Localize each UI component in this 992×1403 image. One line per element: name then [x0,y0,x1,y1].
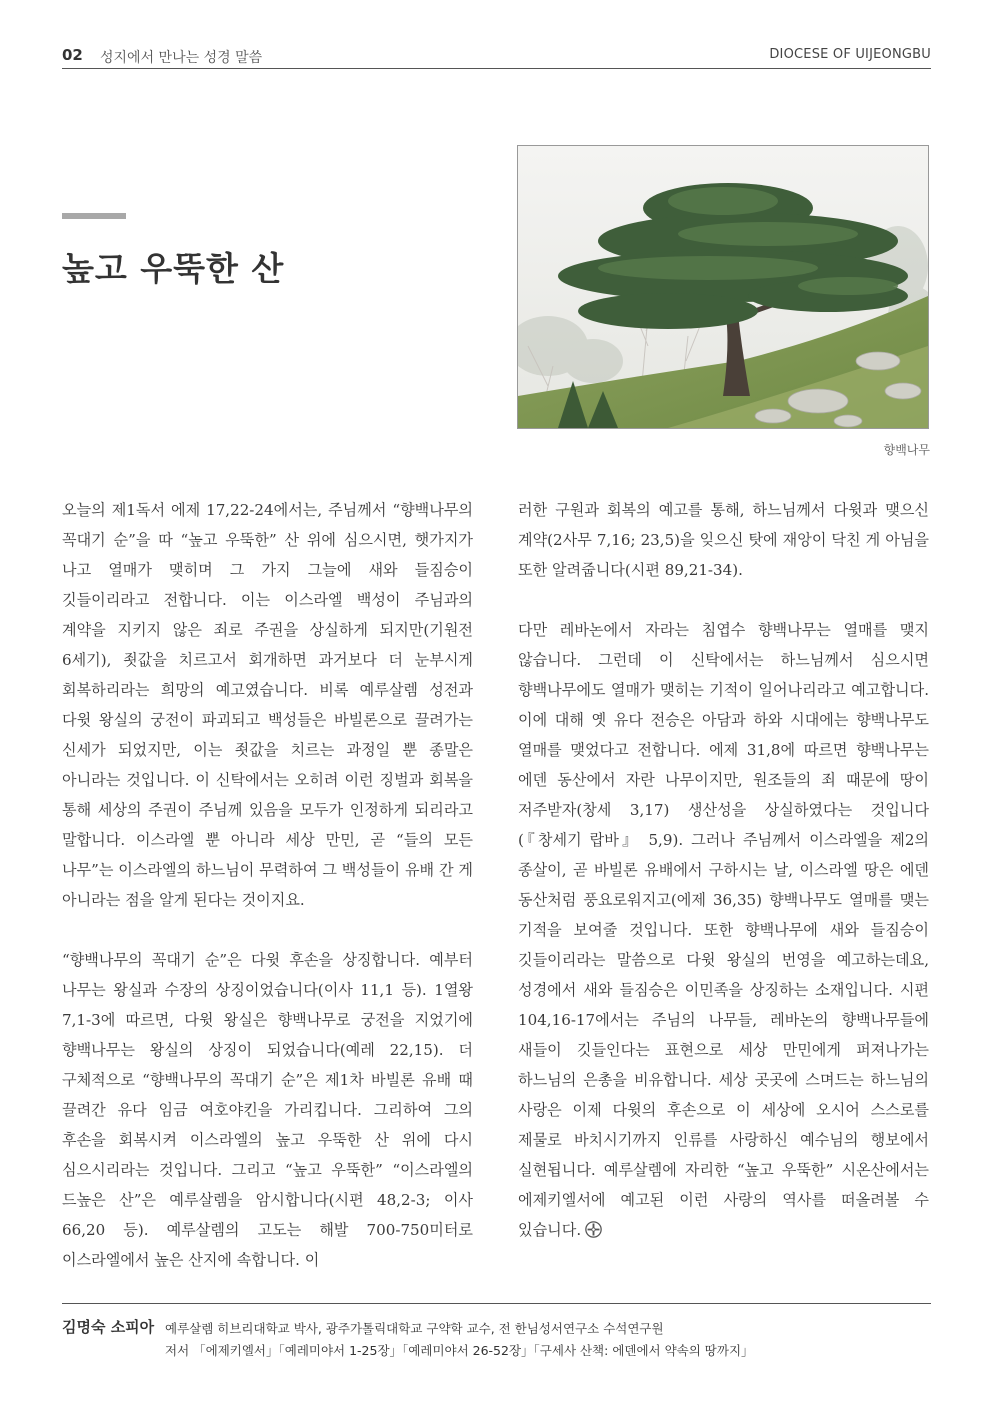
publisher-name: DIOCESE OF UIJEONGBU [769,47,931,62]
author-bio [165,1318,754,1362]
article-title: 높고 우뚝한 산 [62,249,285,288]
page-number: 02 [62,46,83,64]
author-books-line: 저서 「에제키엘서」「예레미야서 1-25장」「예레미야서 26-52장」「구세사 산책: 에덴에서 약속의 땅까지」 [165,1343,754,1358]
title-accent-bar [62,213,126,219]
photo-caption: 향백나무 [883,443,930,457]
body-paragraph [518,615,929,1245]
right-column [518,495,929,1245]
series-title: 성지에서 만나는 성경 말씀 [100,50,263,66]
body-paragraph: “향백나무의 꼭대기 순”은 다윗 후손을 상징합니다. 예부터 나무는 왕실과 수장의 상징이었습니다(이사 11,1 등). 1열왕 7,1-3에 따르면, 다윗 왕실은 향백나무로 궁전을 지었기에 향백나무는 왕실의 상징이 되었습니다(예레 22,15). 더 구체적으로 “향백나무의 꼭대기 순”은 제1차 바빌론 유배 때 끌려간 유다 임금 여호야킨을 가리킵니다. 그리하여 그의 후손을 회복시켜 이스라엘의 높고 우뚝한 산 위에 다시 심으시리라는 것입니다. 그리고 “높고 우뚝한” “이스라엘의 드높은 산”은 예루살렘을 암시합니다(시편 48,2-3; 이사 66,20 등). 예루살렘의 고도는 해발 700-750미터로 이스라엘에서 높은 산지에 속합니다. 이 [62,951,473,1269]
footer-divider [62,1303,931,1304]
body-paragraph-text: 다만 레바논에서 자라는 침엽수 향백나무는 열매를 맺지 않습니다. 그런데 이 신탁에서는 하느님께서 심으시면 향백나무에도 열매가 맺히는 기적이 일어나리라고 예고합니다. 이에 대해 옛 유다 전승은 아담과 하와 시대에는 향백나무도 열매를 맺었다고 전합니다. 에제 31,8에 따르면 향백나무는 에덴 동산에서 자란 나무이지만, 원조들의 죄 때문에 땅이 저주받자(창세 3,17) 생산성을 상실하였다는 것입니다(『창세기 랍바』 5,9). 그러나 주님께서 이스라엘을 제2의 종살이, 곧 바빌론 유배에서 구하시는 날, 이스라엘 땅은 에덴 동산처럼 풍요로워지고(에제 36,35) 향백나무도 열매를 맺는 기적을 보여줄 것입니다. 또한 향백나무에 새와 들짐승이 깃들이리라는 말씀으로 다윗 왕실의 번영을 예고하는데요, 성경에서 새와 들짐승은 이민족을 상징하는 소재입니다. 시편 104,16-17에서는 주님의 나무들, 레바논의 향백나무들에 새들이 깃들인다는 표현으로 세상 만민에게 퍼져나가는 하느님의 은총을 비유합니다. 세상 곳곳에 스며드는 하느님의 사랑은 이제 다윗의 후손으로 이 세상에 오시어 스스로를 제물로 바치시기까지 인류를 사랑하신 예수님의 행보에서 실현됩니다. 예루살렘에 자리한 “높고 우뚝한” 시온산에서는 에제키엘서에 예고된 이런 사랑의 역사를 떠올려볼 수 있습니다. [518,621,929,1239]
page-header [62,44,931,69]
cedar-tree-photo [517,145,929,429]
author-name: 김명숙 소피아 [62,1318,155,1336]
body-paragraph: 오늘의 제1독서 에제 17,22-24에서는, 주님께서 “향백나무의 꼭대기 순”을 따 “높고 우뚝한” 산 위에 심으시면, 햇가지가 나고 열매가 맺히며 그 가지 그늘에 새와 들짐승이 깃들이리라고 전합니다. 이는 이스라엘 백성이 주님과의 계약을 지키지 않은 죄로 주권을 상실하게 되지만(기원전 6세기), 죗값을 치르고서 회개하면 과거보다 더 눈부시게 회복하리라는 희망의 예고였습니다. 비록 예루살렘 성전과 다윗 왕실의 궁전이 파괴되고 백성들은 바빌론으로 끌려가는 신세가 되었지만, 이는 죗값을 치르는 과정일 뿐 종말은 아니라는 것입니다. 이 신탁에서는 오히려 이런 징벌과 회복을 통해 세상의 주권이 주님께 있음을 모두가 인정하게 되리라고 말합니다. 이스라엘 뿐 아니라 세상 만민, 곧 “들의 모든 나무”는 이스라엘의 하느님이 무력하여 그 백성들이 유배 간 게 아니라는 점을 알게 된다는 것이지요. [62,501,473,909]
author-bio-line: 예루살렘 히브리대학교 박사, 광주가톨릭대학교 구약학 교수, 전 한님성서연구소 수석연구원 [165,1321,664,1336]
cross-emblem-icon [585,1221,602,1238]
left-column [62,495,473,1275]
cedar-tree-illustration [518,146,928,428]
body-paragraph: 러한 구원과 회복의 예고를 통해, 하느님께서 다윗과 맺으신 계약(2사무 7,16; 23,5)을 잊으신 탓에 재앙이 닥친 게 아님을 또한 알려줍니다(시편 89,21-34). [518,501,929,579]
